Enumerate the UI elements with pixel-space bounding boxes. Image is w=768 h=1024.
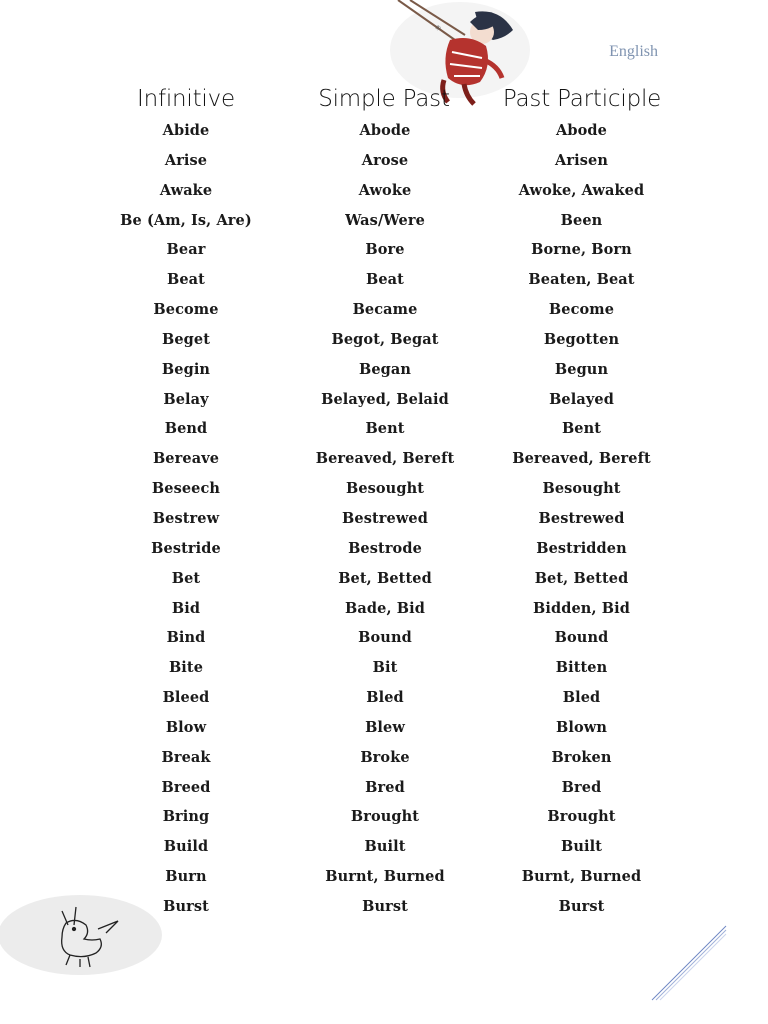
cell-past-participle: Blown [556, 718, 607, 736]
cell-past-participle: Borne, Born [531, 241, 632, 259]
cell-simple-past: Bled [366, 689, 404, 707]
cell-past-participle: Besought [542, 480, 621, 498]
table-row [85, 594, 680, 624]
diagonal-lines-decoration [648, 924, 728, 1004]
cell-simple-past: Bent [365, 420, 405, 438]
cell-infinitive: Burst [163, 897, 209, 915]
cell-past-participle: Built [560, 838, 602, 856]
cell-simple-past: Arose [361, 151, 409, 169]
cell-simple-past: Beat [366, 271, 404, 289]
cell-infinitive: Belay [163, 390, 209, 408]
cell-infinitive: Breed [161, 778, 211, 796]
header-simple-past: Simple Past [318, 86, 450, 112]
cell-simple-past: Bit [372, 659, 398, 677]
cell-simple-past: Belayed, Belaid [321, 390, 449, 408]
cell-simple-past: Abode [359, 122, 411, 139]
table-row [85, 444, 680, 474]
cell-past-participle: Burnt, Burned [521, 868, 642, 886]
cell-infinitive: Arise [164, 151, 208, 169]
cell-simple-past: Bade, Bid [345, 599, 425, 617]
cell-simple-past: Brought [350, 808, 420, 826]
cell-simple-past: Bereaved, Bereft [315, 450, 455, 468]
header-past-participle: Past Participle [502, 86, 662, 112]
header-infinitive: Infinitive [137, 86, 235, 112]
table-row [85, 474, 680, 504]
cell-infinitive: Blow [165, 718, 207, 736]
table-row [85, 564, 680, 594]
cell-past-participle: Bound [554, 629, 609, 647]
table-row [85, 623, 680, 653]
cell-simple-past: Became [352, 301, 418, 319]
cell-past-participle: Brought [547, 808, 616, 826]
cell-simple-past: Awoke [358, 181, 412, 199]
table-row [85, 295, 680, 325]
cell-past-participle: Belayed [549, 390, 614, 408]
irregular-verbs-table [85, 116, 680, 922]
cell-simple-past: Bore [365, 241, 405, 259]
table-row [85, 325, 680, 355]
cell-infinitive: Bet [171, 569, 201, 587]
cell-simple-past: Built [364, 838, 406, 856]
cell-past-participle: Burst [558, 897, 605, 915]
cell-infinitive: Awake [159, 181, 213, 199]
cell-infinitive: Beseech [151, 480, 221, 498]
table-row [85, 414, 680, 444]
cell-infinitive: Beget [161, 330, 211, 348]
cell-infinitive: Build [163, 838, 209, 856]
cell-past-participle: Bitten [555, 659, 608, 677]
cell-infinitive: Bear [166, 241, 206, 259]
cell-infinitive: Bend [164, 420, 208, 438]
table-row [85, 832, 680, 862]
table-row [85, 862, 680, 892]
cell-infinitive: Bereave [152, 450, 220, 468]
cell-infinitive: Bring [162, 808, 210, 826]
cell-simple-past: Begot, Begat [331, 330, 439, 348]
cell-simple-past: Broke [360, 748, 410, 766]
table-row [85, 235, 680, 265]
table-row [85, 802, 680, 832]
cell-simple-past: Blew [365, 718, 405, 736]
table-row [85, 206, 680, 236]
cell-past-participle: Been [560, 211, 603, 229]
cell-infinitive: Beat [167, 271, 205, 289]
table-row [85, 683, 680, 713]
table-row [85, 116, 680, 146]
table-row [85, 176, 680, 206]
cell-infinitive: Bestride [151, 539, 221, 557]
table-row [85, 146, 680, 176]
cell-simple-past: Bred [365, 778, 405, 796]
pikachu-sketch-icon [0, 893, 170, 983]
cell-infinitive: Bite [168, 659, 204, 677]
cell-past-participle: Broken [551, 748, 612, 766]
cell-past-participle: Bent [561, 420, 602, 438]
table-row [85, 713, 680, 743]
cell-simple-past: Began [358, 360, 412, 378]
cell-infinitive: Become [153, 301, 219, 319]
cell-past-participle: Bled [562, 689, 601, 707]
cell-simple-past: Besought [345, 480, 425, 498]
table-row [85, 355, 680, 385]
cell-past-participle: Arisen [555, 151, 608, 169]
cell-infinitive: Be (Am, Is, Are) [120, 211, 252, 229]
cell-simple-past: Burst [362, 897, 408, 915]
cell-infinitive: Abide [162, 122, 210, 139]
cell-infinitive: Bind [166, 629, 206, 647]
table-row [85, 773, 680, 803]
cell-past-participle: Begotten [543, 330, 620, 348]
table-row [85, 743, 680, 773]
cell-past-participle: Bidden, Bid [533, 599, 630, 617]
cell-past-participle: Bereaved, Bereft [512, 450, 651, 468]
cell-past-participle: Beaten, Beat [528, 271, 635, 289]
cell-infinitive: Burn [165, 868, 207, 886]
table-row [85, 265, 680, 295]
cell-infinitive: Bid [171, 599, 201, 617]
cell-past-participle: Abode [556, 122, 607, 139]
table-row [85, 892, 680, 922]
cell-past-participle: Bred [561, 778, 602, 796]
cell-infinitive: Bestrew [152, 509, 220, 527]
cell-past-participle: Bet, Betted [534, 569, 629, 587]
cell-past-participle: Awoke, Awaked [518, 181, 645, 199]
cell-infinitive: Bleed [162, 689, 210, 707]
cell-simple-past: Was/Were [345, 211, 425, 229]
cell-past-participle: Begun [554, 360, 609, 378]
cell-infinitive: Break [161, 748, 211, 766]
cell-simple-past: Bestrewed [342, 509, 428, 527]
language-label[interactable]: English [609, 43, 658, 60]
cell-past-participle: Bestrewed [538, 509, 625, 527]
cell-past-participle: Become [548, 301, 615, 319]
cell-infinitive: Begin [161, 360, 211, 378]
table-row [85, 653, 680, 683]
cell-past-participle: Bestridden [536, 539, 627, 557]
cell-simple-past: Bound [358, 629, 412, 647]
table-row [85, 534, 680, 564]
table-row [85, 504, 680, 534]
cell-simple-past: Burnt, Burned [325, 868, 445, 886]
cell-simple-past: Bestrode [348, 539, 422, 557]
cell-simple-past: Bet, Betted [338, 569, 432, 587]
table-row [85, 385, 680, 415]
svg-text:ゆ: ゆ [435, 25, 442, 32]
